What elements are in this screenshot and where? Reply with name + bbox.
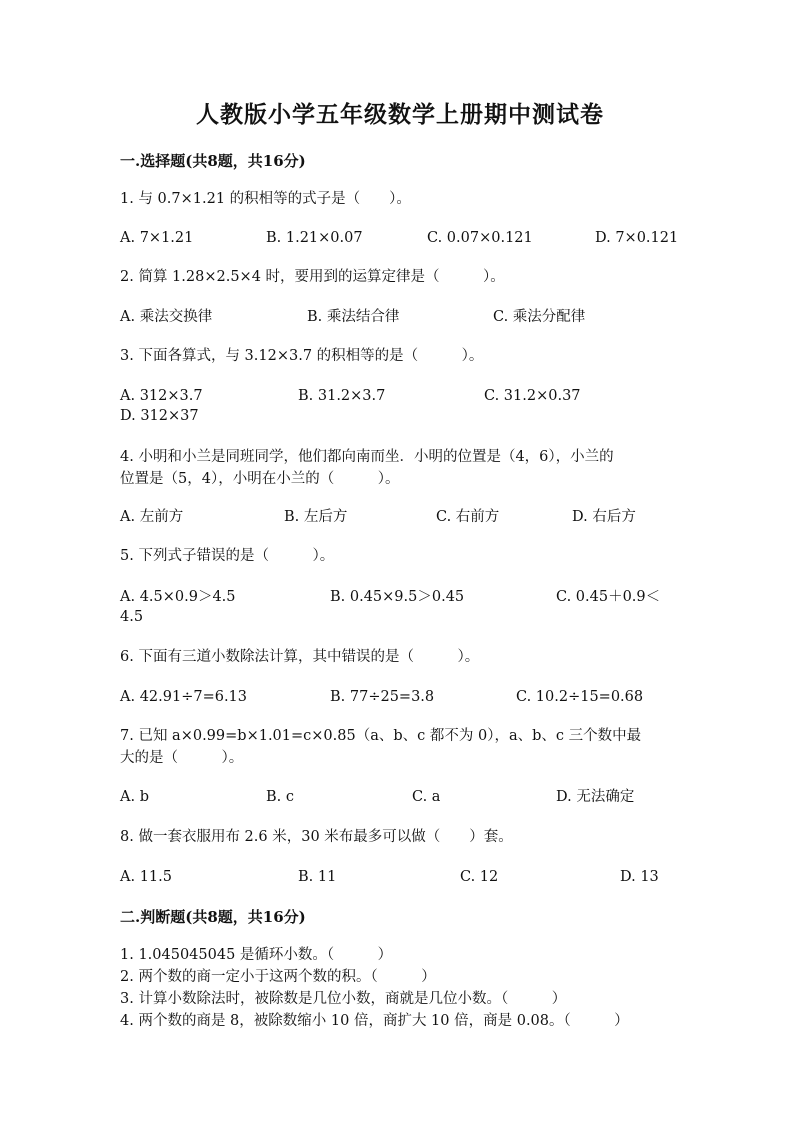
judgment-item-2: 2. 两个数的商一定小于这两个数的积。（ ） [120,969,436,985]
q6-option-b: B. 77÷25=3.8 [330,689,435,705]
q7-option-c: C. a [412,789,441,805]
q8-option-a: A. 11.5 [120,869,172,885]
page-title: 人教版小学五年级数学上册期中测试卷 [196,101,604,128]
question-4-line-1: 4. 小明和小兰是同班同学，他们都向南而坐．小明的位置是（4，6），小兰的 [120,449,614,465]
q3-option-a: A. 312×3.7 [120,388,203,404]
question-6: 6. 下面有三道小数除法计算，其中错误的是（ ）。 [120,649,480,665]
q7-option-d: D. 无法确定 [556,789,635,805]
q6-option-a: A. 42.91÷7=6.13 [120,689,248,705]
q8-option-d: D. 13 [620,869,659,885]
q2-option-b: B. 乘法结合律 [307,309,400,325]
q8-option-c: C. 12 [460,869,499,885]
q1-option-d: D. 7×0.121 [595,230,679,246]
q4-option-d: D. 右后方 [572,509,636,525]
q1-option-b: B. 1.21×0.07 [266,230,363,246]
q3-option-c: C. 31.2×0.37 [484,388,581,404]
q1-option-a: A. 7×1.21 [120,230,194,246]
question-8: 8. 做一套衣服用布 2.6 米，30 米布最多可以做（ ）套。 [120,829,513,845]
section-heading-choice: 一.选择题(共8题，共16分) [120,152,306,170]
q1-option-c: C. 0.07×0.121 [427,230,533,246]
q3-option-b: B. 31.2×3.7 [298,388,386,404]
judgment-item-4: 4. 两个数的商是 8，被除数缩小 10 倍，商扩大 10 倍，商是 0.08。（ ） [120,1013,629,1029]
q3-option-d: D. 312×37 [120,408,199,424]
question-7-line-2: 大的是（ ）。 [120,750,244,766]
q8-option-b: B. 11 [298,869,337,885]
q6-option-c: C. 10.2÷15=0.68 [516,689,644,705]
q4-option-c: C. 右前方 [436,509,500,525]
question-5: 5. 下列式子错误的是（ ）。 [120,548,335,564]
q5-option-c: C. 0.45＋0.9＜ [556,589,661,605]
q2-option-a: A. 乘法交换律 [120,309,213,325]
q7-option-a: A. b [120,789,149,805]
q7-option-b: B. c [266,789,294,805]
q2-option-c: C. 乘法分配律 [493,309,586,325]
question-2: 2. 简算 1.28×2.5×4 时，要用到的运算定律是（ ）。 [120,269,505,285]
question-4-line-2: 位置是（5，4），小明在小兰的（ ）。 [120,471,400,487]
question-1: 1. 与 0.7×1.21 的积相等的式子是（ ）。 [120,191,411,207]
section-heading-judgment: 二.判断题(共8题，共16分) [120,908,306,926]
judgment-item-1: 1. 1.045045045 是循环小数。（ ） [120,947,393,963]
question-3: 3. 下面各算式，与 3.12×3.7 的积相等的是（ ）。 [120,348,484,364]
q5-option-a: A. 4.5×0.9＞4.5 [120,589,236,605]
q4-option-a: A. 左前方 [120,509,184,525]
judgment-item-3: 3. 计算小数除法时，被除数是几位小数，商就是几位小数。（ ） [120,991,567,1007]
question-7-line-1: 7. 已知 a×0.99=b×1.01=c×0.85（a、b、c 都不为 0），a、b、c 三个数中最 [120,728,642,744]
q5-option-c-continued: 4.5 [120,609,144,625]
q4-option-b: B. 左后方 [284,509,348,525]
q5-option-b: B. 0.45×9.5＞0.45 [330,589,465,605]
